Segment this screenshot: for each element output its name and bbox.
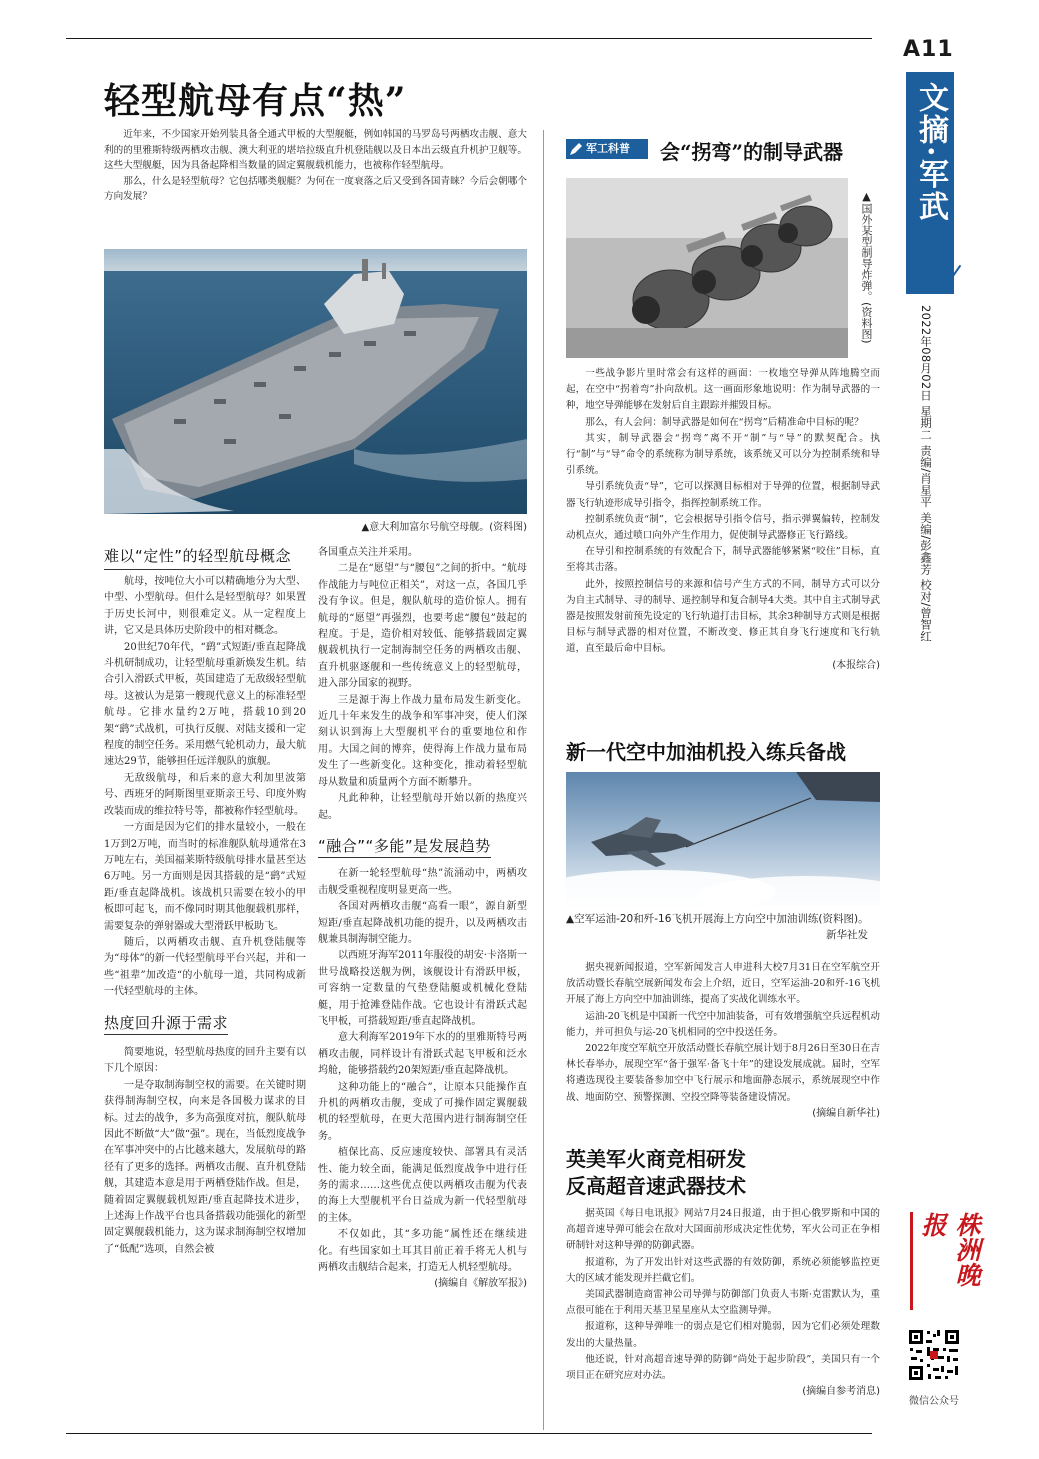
tech-tag-label: 军工科普 [586, 142, 630, 155]
main-column-2 [318, 545, 527, 1293]
paragraph: 航母，按吨位大小可以精确地分为大型、中型、小型航母。但什么是轻型航母？如果置于历史长河中，则很难定义。从一定程度上讲，它又是具体历史阶段中的相对概念。 [104, 576, 306, 637]
paragraph: 以西班牙海军2011年服役的胡安·卡洛斯一世号战略投送舰为例，该舰设计有滑跃甲板，可容纳一定数量的气垫登陆艇或机械化登陆艇，用于抢滩登陆作战。它也设计有滑跃式起飞甲板，可搭载短距/垂直起降战机。 [318, 950, 527, 1027]
qr-label: 微信公众号 [909, 1396, 959, 1407]
tanker-body [566, 960, 880, 1122]
tech-headline: 会“拐弯”的制导武器 [660, 140, 844, 164]
paragraph: 美国武器制造商雷神公司导弹与防御部门负责人韦斯·克雷默认为，重点很可能在于利用天基卫星星座从太空监测导弹。 [566, 1289, 880, 1317]
paragraph: 据英国《每日电讯报》网站7月24日报道，由于担心俄罗斯和中国的高超音速导弹可能会在敌对大国面前形成决定性优势，军火公司正在争相研制针对这种导弹的防御武器。 [566, 1208, 880, 1252]
paragraph: 简要地说，轻型航母热度的回升主要有以下几个原因： [104, 1046, 306, 1075]
tech-body [566, 366, 880, 674]
top-rule [66, 38, 872, 39]
paragraph: 他还说，针对高超音速导弹的防御“尚处于起步阶段”，美国只有一个项目正在研究应对办法。 [566, 1353, 880, 1382]
qr-code-icon [907, 1328, 961, 1382]
paragraph: 在新一轮轻型航母“热”流涌动中，两栖攻击舰受重视程度明显更高一些。 [318, 868, 527, 896]
section3-title: “融合”“多能”是发展趋势 [318, 838, 491, 858]
tech-source: (本报综合) [832, 659, 880, 671]
paragraph: 随后，以两栖攻击舰、直升机登陆舰等为“母体”的新一代轻型航母平台兴起，并和一些“祖辈”加改造“的小航母一道，共同构成新一代轻型航母的主体。 [104, 936, 306, 998]
paragraph: 植保比高、反应速度较快、部署具有灵活性、能力较全面，能满足低烈度战争中进行任务的需求……这些优点使以两栖攻击舰为代表的海上大型舰机平台日益成为新一代轻型航母的主体。 [318, 1147, 527, 1224]
main-column-1 [104, 574, 306, 1258]
paragraph: 控制系统负责“制”，它会根据导引指令信号，指示弹翼偏转，控制发动机点火，通过喷口向外产生作用力，促使制导武器修正飞行路线。 [566, 513, 880, 542]
paragraph: 导引系统负责“导”，它可以探测目标相对于导弹的位置，根据制导武器飞行轨迹形成导引指令，指挥控制系统工作。 [566, 481, 880, 509]
newspaper-logo [910, 1212, 981, 1310]
tanker-source: (摘编自新华社) [812, 1107, 880, 1119]
tanker-headline: 新一代空中加油机投入练兵备战 [566, 740, 846, 764]
column-divider [543, 130, 544, 1430]
paragraph: 那么，有人会问：制导武器是如何在“拐弯”后精准命中目标的呢？ [585, 416, 864, 428]
paragraph: 报道称，为了开发出针对这些武器的有效防御，系统必须能够监控更大的区域才能发现并拦截它们。 [566, 1256, 880, 1284]
main-headline: 轻型航母有点“热” [104, 80, 407, 122]
paragraph: 一是夺取制海制空权的需要。在关键时期获得制海制空权，向来是各国极力谋求的目标。过去的战争，多为高强度对抗，舰队航母因此不断做“大”做“强”。现在，当低烈度战争在军事冲突中的占比越来越大，发展航母的路径有了更多的选择。两栖攻击舰、直升机登陆舰，其建造本意是用于两栖登陆作战。但是，随着固定翼舰载机短距/垂直起降技术进步，上述海上作战平台也具备搭载功能强化的新型固定翼舰载机能力，这为谋求制海制空权增加了“低配”选项，自然会被 [104, 1079, 306, 1255]
hypersonic-headline-line2: 反高超音速武器技术 [566, 1174, 746, 1198]
paragraph: 意大利海军2019年下水的的里雅斯特号两栖攻击舰，同样设计有滑跃式起飞甲板和泛水坞舱，能够搭载约20架短距/垂直起降战机。 [318, 1032, 527, 1077]
section-tag-label: 文摘·军武 [913, 82, 948, 223]
carrier-photo [104, 249, 527, 514]
paragraph: 在导引和控制系统的有效配合下，制导武器能够紧紧“咬住”目标，直至将其击落。 [566, 546, 880, 574]
hypersonic-headline-line1: 英美军火商竞相研发 [566, 1147, 746, 1171]
bomb-photo [566, 178, 848, 358]
paragraph: 此外，按照控制信号的来源和信号产生方式的不同，制导方式可以分为自主式制导、寻的制导、遥控制导和复合制导4大类。其中自主式制导武器是按照发射前预先设定的飞行轨道打击目标，其余3种制导方式则是根据目标与制导武器的相对位置，不断改变、修正其自身飞行速度和飞行轨道，直至最后命中目标。 [566, 578, 880, 655]
paragraph: 这种功能上的“融合”，让原本只能操作直升机的两栖攻击舰，变成了可操作固定翼舰载机的轻型航母，在更大范围内进行制海制空任务。 [318, 1081, 527, 1142]
page-number: A11 [903, 37, 954, 62]
hypersonic-source: (摘编自参考消息) [802, 1386, 880, 1398]
tanker-photo-caption: ▲空军运油-20和歼-16飞机开展海上方向空中加油训练(资料图)。 [566, 913, 869, 925]
date-line: 2022年08月02日 星期二 责编/肖星平 美编/彭鑫芳 校对/曾智红 [919, 305, 933, 643]
pen-icon [569, 142, 583, 156]
carrier-photo-caption: ▲意大利加富尔号航空母舰。(资料图) [361, 522, 527, 533]
tanker-photo-credit: 新华社发 [826, 929, 868, 941]
paragraph: 一些战争影片里时常会有这样的画面：一枚地空导弹从阵地腾空而起，在空中“拐着弯”扑向敌机。这一画面形象地说明：作为制导武器的一种，地空导弹能够在发射后自主跟踪并摧毁目标。 [566, 368, 880, 412]
main-lead [104, 127, 527, 205]
paragraph: 运油-20飞机是中国新一代空中加油装备，可有效增强航空兵远程机动能力，并可担负与运-20飞机相同的空中投送任务。 [566, 1010, 880, 1038]
paragraph: 报道称，这种导弹唯一的弱点是它们相对脆弱，因为它们必须处理数发出的大量热量。 [566, 1321, 880, 1349]
paragraph: 其实，制导武器会“拐弯”离不开“制”与“导”的默契配合。执行“制”与“导”命令的系统称为制导系统，该系统又可以分为控制系统和导引系统。 [566, 432, 880, 477]
bomb-photo-caption: ▲国外某型制导炸弹。(资料图) [860, 190, 873, 344]
hypersonic-body [566, 1206, 880, 1400]
lead-paragraph: 近年来，不少国家开始列装具备全通式甲板的大型舰艇，例如韩国的马罗岛号两栖攻击舰、意大利的的里雅斯特级两栖攻击舰、澳大利亚的堪培拉级直升机登陆舰以及日本出云级直升机护卫舰等。这些大型舰艇，因为具备起降相当数量的固定翼舰载机能力，也被称作轻型航母。 [104, 129, 527, 172]
logo-text: 株洲晚报 [918, 1212, 981, 1287]
paragraph: 2022年度空军航空开放活动暨长春航空展计划于8月26日至30日在吉林长春举办，展现空军“备于强军·备飞十年”的建设发展成就。届时，空军将遴选现役主要装备参加空中飞行展示和地面静态展示，系统展现空中作战、地面防空、预警探测、空投空降等装备建设情况。 [566, 1043, 880, 1103]
paragraph: 各国重点关注并采用。 [318, 547, 418, 558]
paragraph: 凡此种种，让轻型航母开始以新的热度兴起。 [318, 793, 527, 821]
paragraph: 无敌级航母，和后来的意大利加里波第号、西班牙的阿斯图里亚斯亲王号、印度外购改装而成的维拉特号等，都被称作轻型航母。 [104, 772, 306, 817]
paragraph: 三是源于海上作战力量布局发生新变化。近几十年来发生的战争和军事冲突，使人们深刻认识到海上大型舰机平台的重要地位和作用。大国之间的博弈，使得海上作战力量布局发生了一些新变化。这种变化，推动着轻型航母从数量和质量两个方面不断攀升。 [318, 694, 527, 788]
paragraph: 据央视新闻报道，空军新闻发言人申进科大校7月31日在空军航空开放活动暨长春航空展新闻发布会上介绍，近日，空军运油-20和歼-16飞机开展了海上方向空中加油训练，提高了实战化训练水平。 [566, 962, 880, 1006]
paragraph: 不仅如此，其“多功能”属性还在继续进化。有些国家如土耳其目前正着手将无人机与两栖攻击舰结合起来，打造无人机轻型航母。 [318, 1229, 527, 1274]
section2-title: 热度回升源于需求 [104, 1015, 228, 1035]
paragraph: 二是在“愿望”与“腰包”之间的折中。“航母作战能力与吨位正相关”，对这一点，各国几乎没有争议。但是，舰队航母的造价惊人。拥有航母的“愿望”再强烈，也要考虑“腰包”鼓起的程度。于是，造价相对较低、能够搭载固定翼舰载机执行一定制海制空任务的两栖攻击舰、直升机驱逐舰和一些传统意义上的轻型航母，进入部分国家的视野。 [318, 563, 527, 690]
paragraph: 各国对两栖攻击舰“高看一眼”，源自新型短距/垂直起降战机功能的提升，以及两栖攻击舰兼具制海制空能力。 [318, 901, 527, 945]
tanker-photo [566, 772, 880, 906]
paragraph: 20世纪70年代，“鹞”式短距/垂直起降战斗机研制成功，让轻型航母重新焕发生机。结合引入滑跃式甲板，英国建造了无敌级轻型航母。这被认为是第一艘现代意义上的标准轻型航母。它排水量约2万吨，搭载10到20架“鹞”式战机，可执行反舰、对陆支援和一定程度的制空任务。采用燃气轮机动力，最大航速达29节，能够担任远洋舰队的旗舰。 [104, 641, 306, 768]
paragraph: 一方面是因为它们的排水量较小，一般在1万到2万吨，而当时的标准舰队航母通常在3万吨左右，美国福莱斯特级航母排水量甚至达6万吨。另一方面则是因其搭载的是“鹞”式短距/垂直起降战机。该战机只需要在较小的甲板即可起飞，而不像同时期其他舰载机那样，需要复杂的弹射器或大型滑跃甲板助飞。 [104, 822, 306, 932]
section1-title: 难以“定性”的轻型航母概念 [104, 545, 291, 570]
section-tag [906, 72, 954, 294]
tech-tag [566, 139, 648, 159]
bottom-rule [66, 1433, 872, 1434]
qr-code[interactable] [907, 1328, 961, 1382]
main-article-source: (摘编自《解放军报》) [434, 1278, 527, 1290]
lead-paragraph: 那么，什么是轻型航母？它包括哪类舰艇？为何在一度衰落之后又受到各国青睐？今后会朝哪个方向发展？ [104, 175, 527, 203]
